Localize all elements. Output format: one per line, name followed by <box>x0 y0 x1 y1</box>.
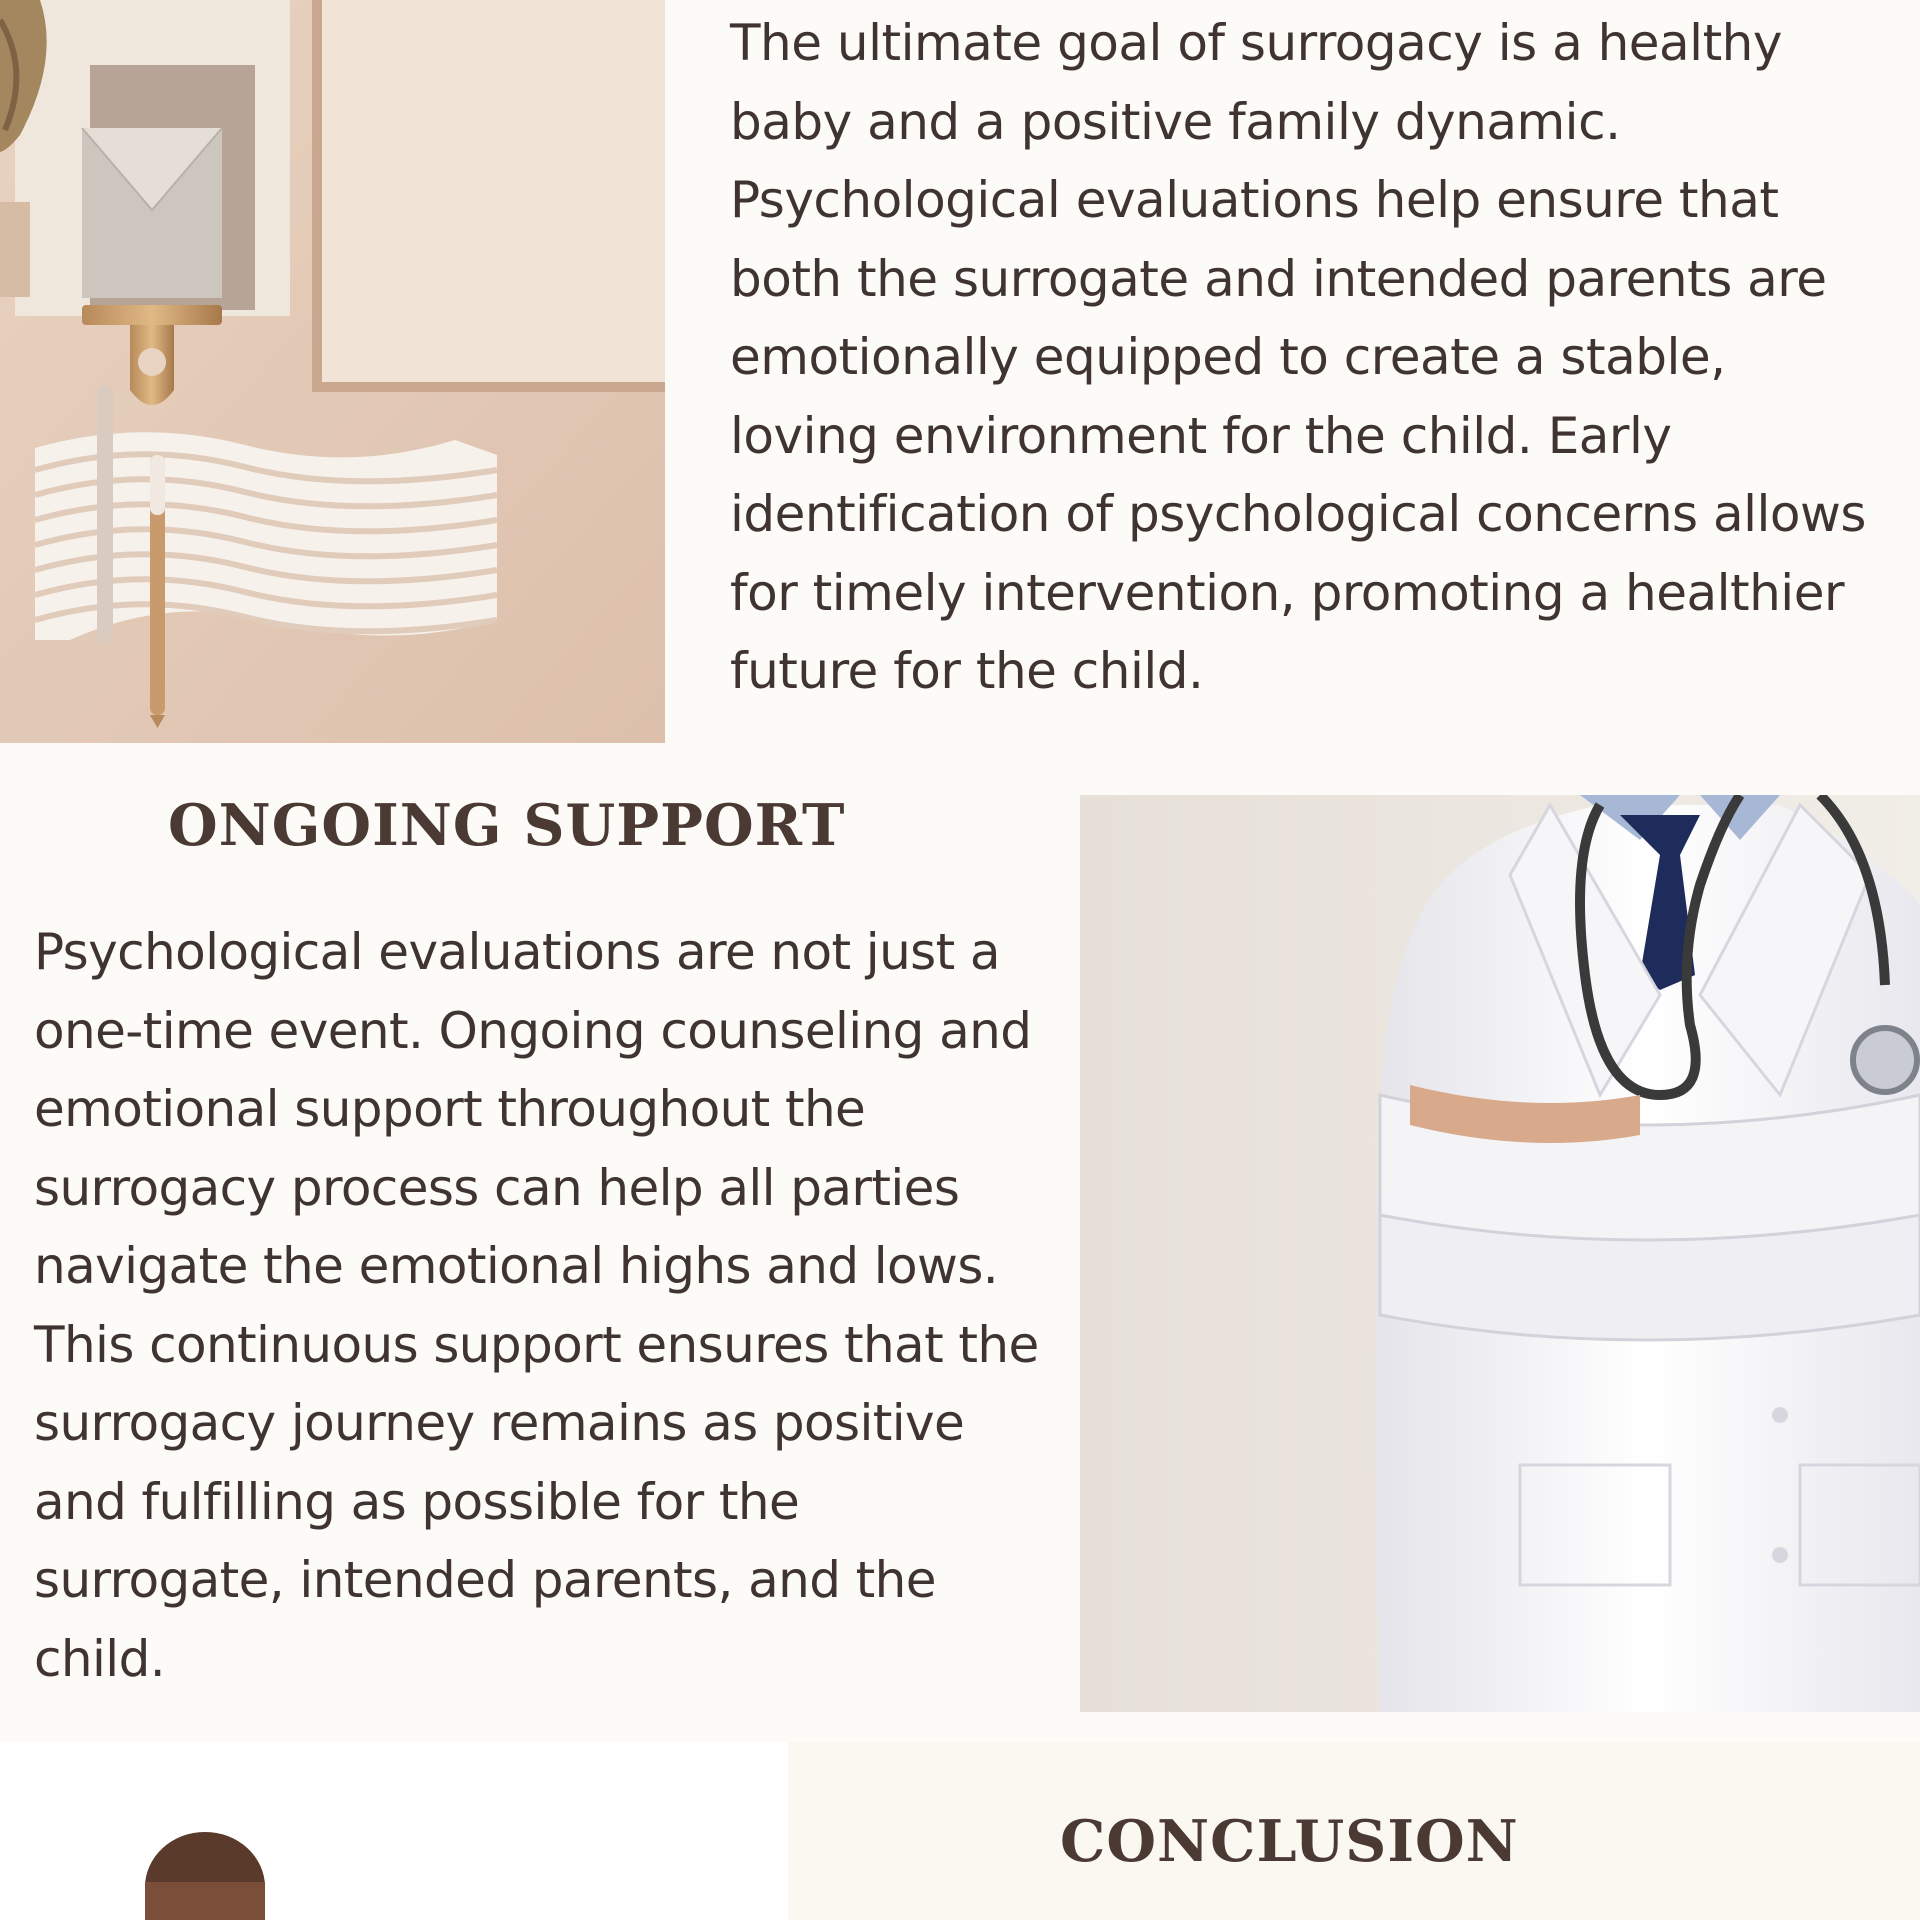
ongoing-support-heading: ONGOING SUPPORT <box>168 792 846 859</box>
conclusion-photo <box>0 1742 788 1920</box>
ongoing-support-paragraph: Psychological evaluations are not just a one-time event. Ongoing counseling and emotional support throughout the surrogacy process can help all parties navigate the emotional highs and lows. This continuous support ensures that the surrogacy journey remains as positive and fulfilling as possible for the surrogate, intended parents, and the child. <box>34 923 1039 1688</box>
conclusion-heading: CONCLUSION <box>1060 1808 1519 1875</box>
stationery-flatlay-image <box>0 0 665 743</box>
child-wellbeing-paragraph: The ultimate goal of surrogacy is a healthy baby and a positive family dynamic. Psychological evaluations help ensure that both the surrogate and intended parents are emotionally equipped to create a stable, loving environment for the child. Early identification of psychological concerns allows for timely intervention, promoting a healthier future for the child. <box>730 14 1866 700</box>
doctor-photo <box>1080 795 1920 1712</box>
